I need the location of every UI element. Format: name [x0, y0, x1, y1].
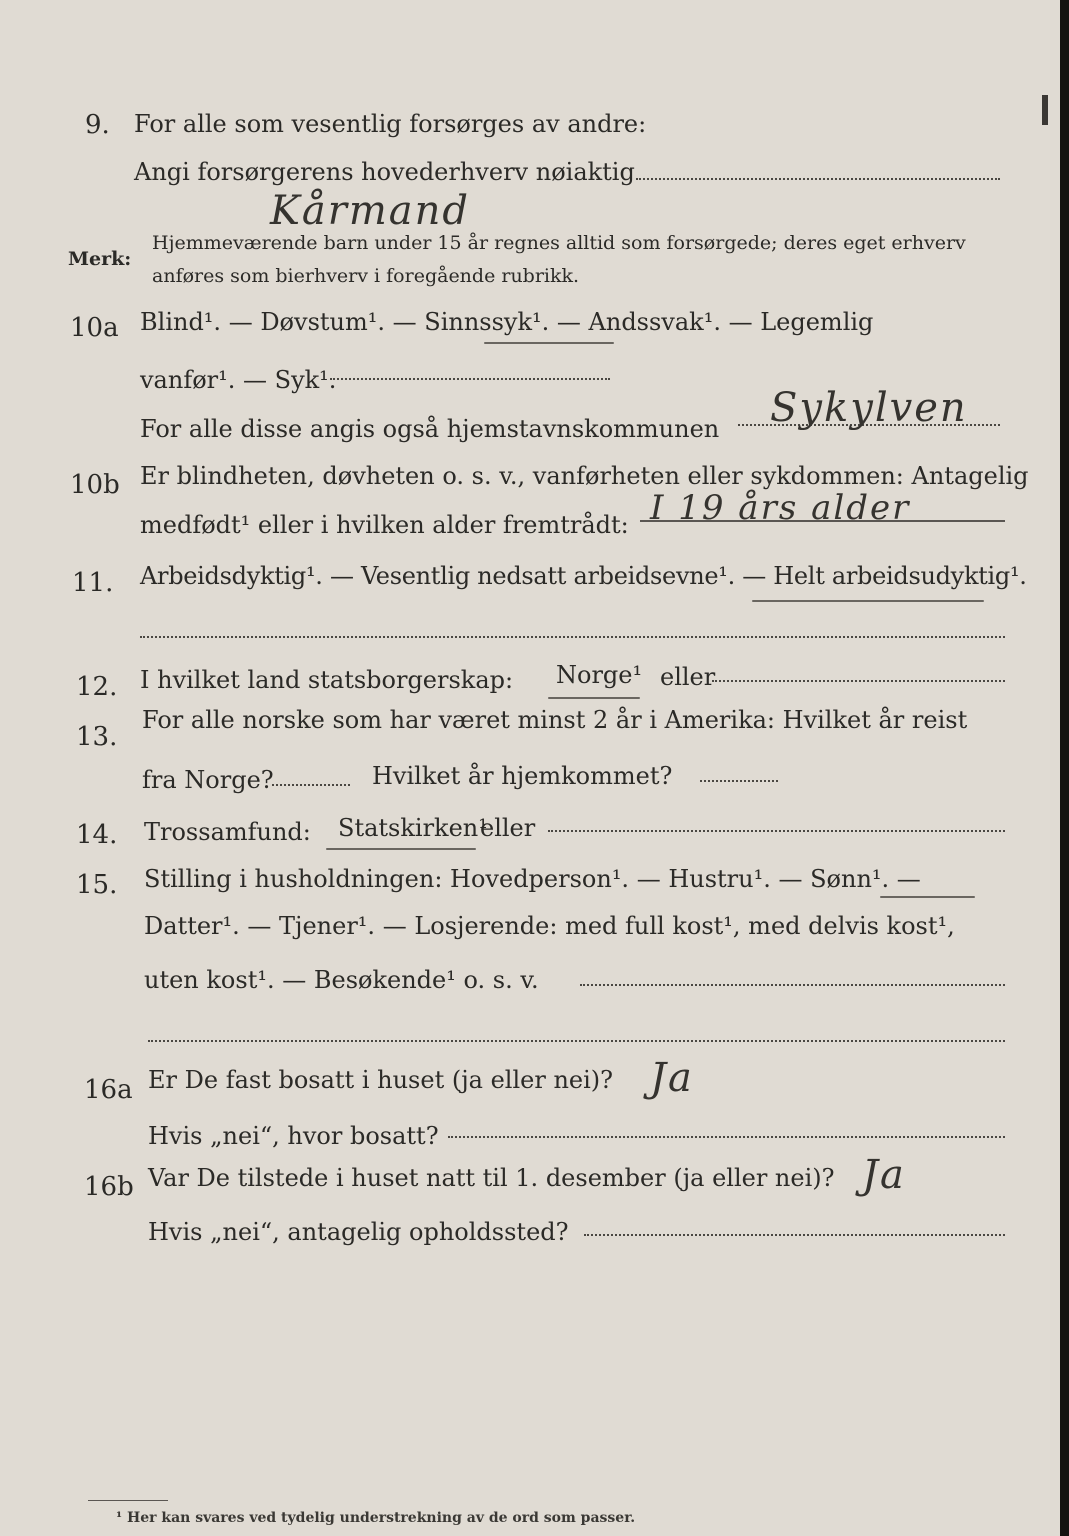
q13-line1: For alle norske som har været minst 2 år i Amerika: Hvilket år reist	[142, 706, 968, 734]
q16b-line2: Hvis „nei“, antagelig opholdssted?	[148, 1218, 569, 1246]
question-number-13: 13.	[76, 722, 118, 752]
q16b-handwritten-answer: Ja	[862, 1152, 906, 1198]
underline-sinnssyk	[484, 342, 614, 344]
question-number-16b: 16b	[84, 1172, 134, 1202]
footnote-rule	[88, 1500, 168, 1501]
question-number-10a: 10a	[70, 313, 119, 343]
q9-line2: Angi forsørgerens hovederhverv nøiaktig	[134, 158, 635, 186]
q10b-handwritten-answer: I 19 års alder	[650, 488, 911, 528]
q15-dotted-line-2	[148, 1040, 1005, 1042]
q10b-line1: Er blindheten, døvheten o. s. v., vanførheten eller sykdommen: Antagelig	[140, 462, 1029, 490]
footnote-text: ¹ Her kan svares ved tydelig understrekning av de ord som passer.	[116, 1510, 636, 1526]
q14-dotted-line	[548, 830, 1005, 832]
q10a-line2: vanfør¹. — Syk¹.	[140, 366, 337, 394]
q12-dotted-line	[712, 680, 1005, 682]
q16a-handwritten-answer: Ja	[650, 1055, 694, 1101]
q12-eller: eller	[660, 663, 716, 691]
q14-statskirken: Statskirken¹	[338, 814, 488, 842]
underline-sonn	[880, 896, 975, 898]
q10a-dotted-line-1	[330, 378, 610, 380]
edge-mark	[1042, 95, 1048, 125]
q10a-line1: Blind¹. — Døvstum¹. — Sinnssyk¹. — Andssvak¹. — Legemlig	[140, 308, 874, 336]
q10a-handwritten-answer: Sykylven	[770, 385, 968, 431]
underline-statskirken	[326, 848, 476, 850]
underline-helt-arbeidsudyktig	[752, 600, 984, 602]
q13-line2b: Hvilket år hjemkommet?	[372, 762, 673, 790]
q13-line2a: fra Norge?	[142, 766, 274, 794]
q16a-dotted-line	[448, 1136, 1005, 1138]
q15-line1: Stilling i husholdningen: Hovedperson¹. — Hustru¹. — Sønn¹. —	[144, 865, 921, 893]
q16a-line1: Er De fast bosatt i huset (ja eller nei)?	[148, 1066, 614, 1094]
question-number-16a: 16a	[84, 1075, 133, 1105]
q16b-line1: Var De tilstede i huset natt til 1. desember (ja eller nei)?	[148, 1164, 835, 1192]
merk-label: Merk:	[68, 248, 132, 270]
question-number-15: 15.	[76, 870, 118, 900]
merk-line1: Hjemmeværende barn under 15 år regnes alltid som forsørgede; deres eget erhverv	[152, 232, 966, 254]
merk-line2: anføres som bierhverv i foregående rubrikk.	[152, 265, 580, 287]
q10a-line3: For alle disse angis også hjemstavnskommunen	[140, 415, 720, 443]
q12-norge: Norge¹	[556, 661, 643, 689]
q12-text: I hvilket land statsborgerskap:	[140, 666, 514, 694]
q13-dotted-line-2	[700, 780, 778, 782]
question-number-9: 9.	[85, 110, 110, 140]
q15-line2: Datter¹. — Tjener¹. — Losjerende: med full kost¹, med delvis kost¹,	[144, 912, 955, 940]
q14-text: Trossamfund:	[144, 818, 311, 846]
scan-edge	[1060, 0, 1069, 1536]
q9-line1: For alle som vesentlig forsørges av andre:	[134, 110, 647, 138]
q9-dotted-line	[636, 178, 1000, 180]
q11-line1: Arbeidsdyktig¹. — Vesentlig nedsatt arbeidsevne¹. — Helt arbeidsudyktig¹.	[140, 562, 1027, 590]
underline-norge	[548, 697, 640, 699]
q16a-line2: Hvis „nei“, hvor bosatt?	[148, 1122, 439, 1150]
q15-line3: uten kost¹. — Besøkende¹ o. s. v.	[144, 966, 539, 994]
question-number-14: 14.	[76, 820, 118, 850]
q13-dotted-line-1	[272, 784, 350, 786]
question-number-10b: 10b	[70, 470, 120, 500]
q9-handwritten-answer: Kårmand	[270, 188, 470, 234]
question-number-12: 12.	[76, 672, 118, 702]
q15-dotted-line	[580, 984, 1005, 986]
q16b-dotted-line	[584, 1234, 1005, 1236]
question-number-11: 11.	[72, 568, 114, 598]
q10b-line2: medfødt¹ eller i hvilken alder fremtrådt:	[140, 511, 629, 539]
q14-eller: eller	[480, 814, 536, 842]
q11-dotted-line	[140, 636, 1005, 638]
